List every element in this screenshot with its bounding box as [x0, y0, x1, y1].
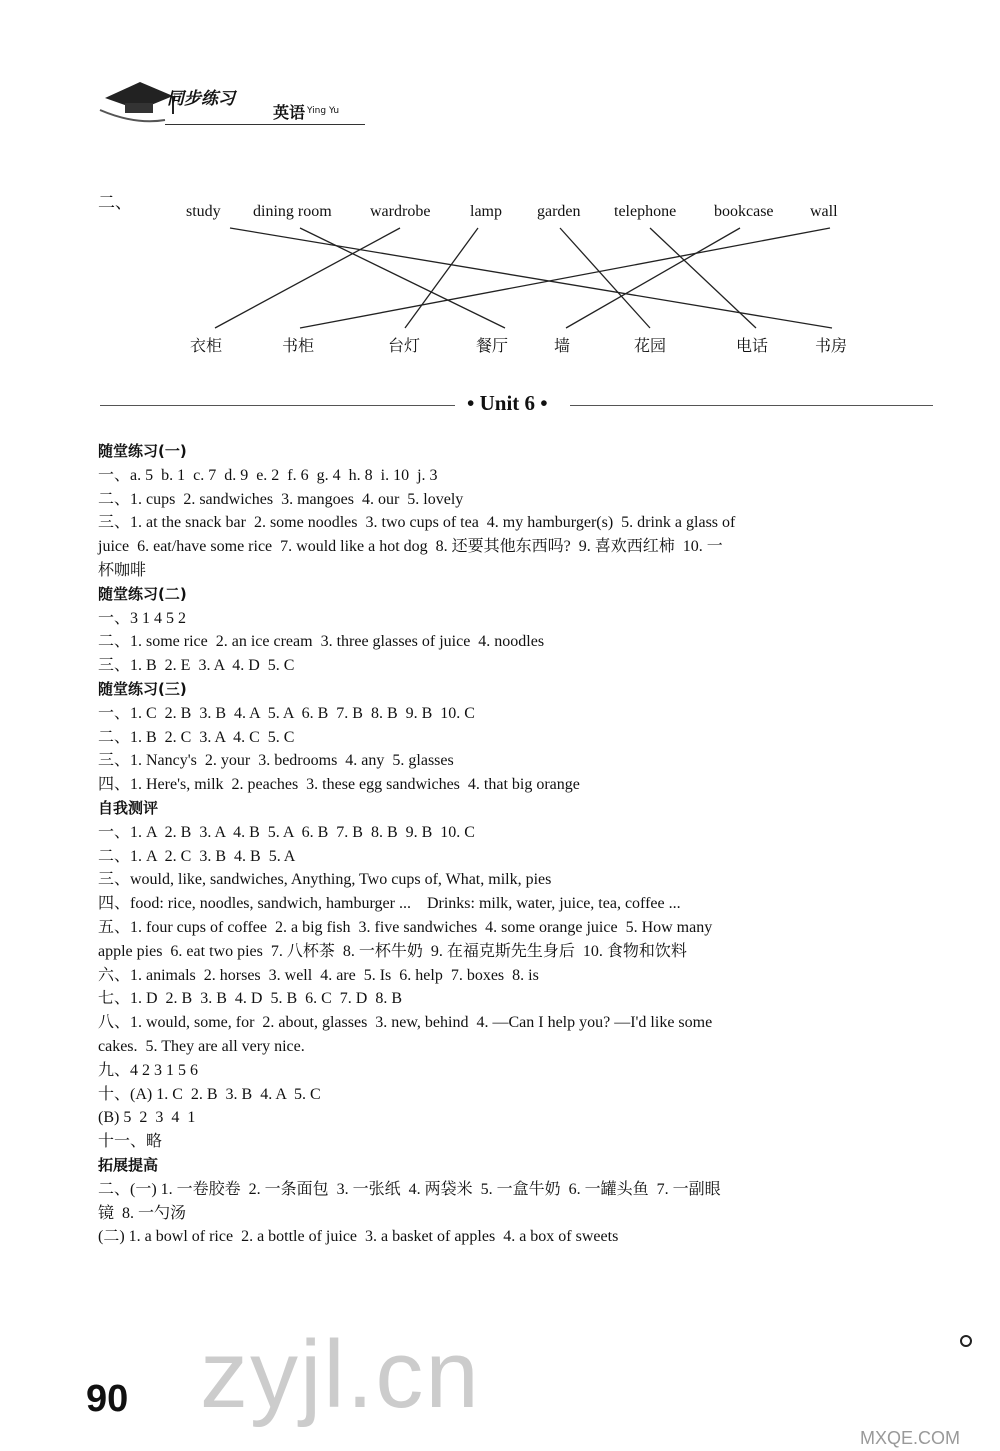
- answer-line: (二) 1. a bowl of rice 2. a bottle of juice 3. a basket of apples 4. a box of sweets: [98, 1228, 619, 1246]
- english-word: study: [186, 203, 221, 220]
- match-line: [405, 228, 478, 328]
- chinese-word: 墙: [554, 336, 571, 355]
- matching-label: 二、: [98, 193, 132, 213]
- match-line: [300, 228, 830, 328]
- chinese-word: 台灯: [388, 336, 421, 355]
- answer-line: 三、1. at the snack bar 2. some noodles 3. two cups of tea 4. my hamburger(s) 5. drink a glass of: [98, 514, 736, 532]
- match-line: [566, 228, 740, 328]
- answer-line: 五、1. four cups of coffee 2. a big fish 3. five sandwiches 4. some orange juice 5. How many: [98, 918, 713, 936]
- answer-line: juice 6. eat/have some rice 7. would like a hot dog 8. 还要其他东西吗? 9. 喜欢西红柿 10. 一: [98, 538, 723, 556]
- section-heading: 拓展提高: [98, 1155, 159, 1174]
- answer-line: 十一、略: [98, 1133, 163, 1151]
- answer-content: [98, 440, 943, 1249]
- match-line: [560, 228, 650, 328]
- english-word: lamp: [470, 203, 502, 220]
- english-word: garden: [537, 203, 581, 220]
- english-word: dining room: [253, 203, 332, 220]
- english-word: telephone: [614, 203, 677, 220]
- answer-line: 二、1. some rice 2. an ice cream 3. three glasses of juice 4. noodles: [98, 633, 545, 651]
- answer-line: cakes. 5. They are all very nice.: [98, 1037, 305, 1055]
- answer-line: 四、1. Here's, milk 2. peaches 3. these egg sandwiches 4. that big orange: [98, 776, 580, 794]
- answer-line: 八、1. would, some, for 2. about, glasses 3. new, behind 4. —Can I help you? —I'd like some: [98, 1014, 713, 1032]
- answer-line: 三、1. Nancy's 2. your 3. bedrooms 4. any 5. glasses: [98, 752, 454, 770]
- answer-line: 二、(一) 1. 一卷胶卷 2. 一条面包 3. 一张纸 4. 两袋米 5. 一盒牛奶 6. 一罐头鱼 7. 一副眼: [98, 1180, 721, 1198]
- answer-line: 三、would, like, sandwiches, Anything, Two cups of, What, milk, pies: [98, 871, 552, 889]
- match-line: [230, 228, 832, 328]
- section-heading: 随堂练习(二): [98, 584, 187, 603]
- answer-line: 二、1. A 2. C 3. B 4. B 5. A: [98, 847, 296, 865]
- chinese-word: 餐厅: [476, 336, 509, 355]
- answer-line: 二、1. B 2. C 3. A 4. C 5. C: [98, 728, 295, 746]
- english-word: bookcase: [714, 203, 774, 220]
- answer-line: 九、4 2 3 1 5 6: [98, 1061, 199, 1079]
- chinese-word: 花园: [634, 336, 667, 355]
- answer-line: 镜 8. 一勺汤: [98, 1204, 187, 1222]
- header-pinyin: Ying Yu: [307, 106, 340, 116]
- section-heading: 自我测评: [98, 798, 159, 817]
- page-number: 90: [86, 1378, 129, 1420]
- header-subject: 英语: [273, 103, 306, 122]
- matching-lines: [0, 0, 1000, 380]
- chinese-word: 衣柜: [190, 336, 223, 355]
- match-line: [650, 228, 756, 328]
- answer-line: 六、1. animals 2. horses 3. well 4. are 5. Is 6. help 7. boxes 8. is: [98, 966, 539, 984]
- chinese-word: 书柜: [282, 336, 315, 355]
- header-title: 同步练习: [167, 89, 235, 109]
- section-heading: 随堂练习(三): [98, 679, 187, 698]
- answer-line: 一、1. C 2. B 3. B 4. A 5. A 6. B 7. B 8. B 9. B 10. C: [98, 704, 475, 722]
- answer-line: 一、1. A 2. B 3. A 4. B 5. A 6. B 7. B 8. B 9. B 10. C: [98, 823, 475, 841]
- answer-line: apple pies 6. eat two pies 7. 八杯茶 8. 一杯牛奶 9. 在福克斯先生身后 10. 食物和饮料: [98, 942, 687, 960]
- answer-line: 七、1. D 2. B 3. B 4. D 5. B 6. C 7. D 8. B: [98, 990, 403, 1008]
- match-line: [300, 228, 505, 328]
- answer-line: 一、a. 5 b. 1 c. 7 d. 9 e. 2 f. 6 g. 4 h. 8 i. 10 j. 3: [98, 466, 438, 484]
- answer-line: 二、1. cups 2. sandwiches 3. mangoes 4. our 5. lovely: [98, 490, 464, 508]
- match-line: [215, 228, 400, 328]
- answer-line: 四、food: rice, noodles, sandwich, hamburger ... Drinks: milk, water, juice, tea, coffee ...: [98, 895, 681, 913]
- unit-rule-left: [100, 405, 455, 406]
- answer-line: (B) 5 2 3 4 1: [98, 1109, 196, 1127]
- watermark: zyjl.cn: [200, 1321, 481, 1428]
- answer-line: 一、3 1 4 5 2: [98, 609, 187, 627]
- english-word: wall: [810, 203, 838, 220]
- chinese-word: 书房: [815, 336, 848, 355]
- logo-text: MXQE.COM: [860, 1428, 961, 1448]
- chinese-word: 电话: [736, 336, 769, 355]
- unit-rule-right: [570, 405, 933, 406]
- unit-title: • Unit 6 •: [467, 391, 548, 415]
- answer-line: 十、(A) 1. C 2. B 3. B 4. A 5. C: [98, 1085, 321, 1103]
- circle-mark: [960, 1335, 972, 1347]
- answer-line: 三、1. B 2. E 3. A 4. D 5. C: [98, 657, 295, 675]
- answer-line: 杯咖啡: [98, 561, 147, 579]
- english-word: wardrobe: [370, 203, 431, 220]
- section-heading: 随堂练习(一): [98, 442, 187, 460]
